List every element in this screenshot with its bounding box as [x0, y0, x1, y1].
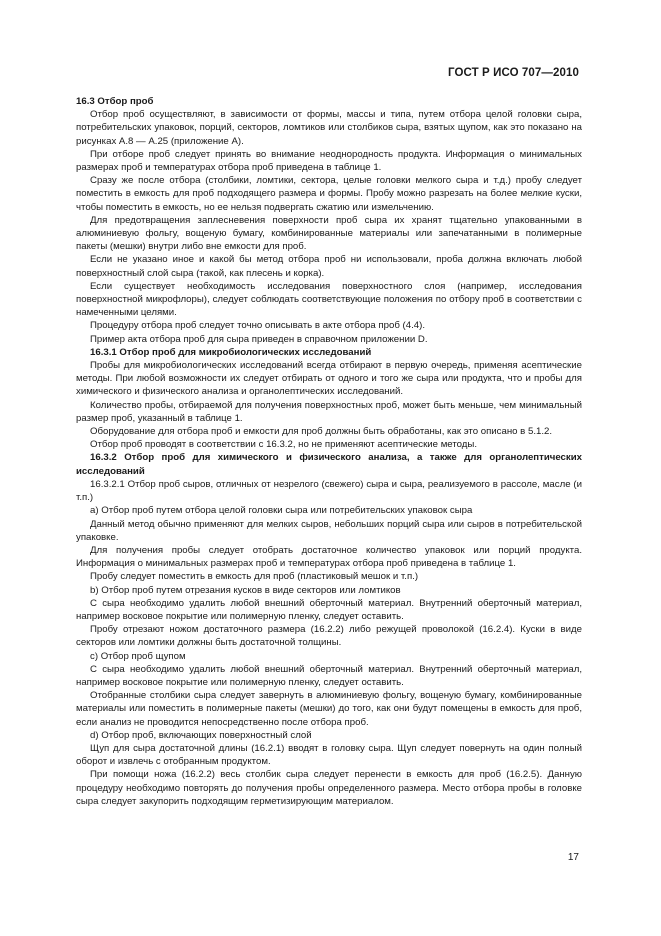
paragraph: Пример акта отбора проб для сыра приведен в справочном приложении D.: [90, 333, 428, 345]
list-item-b: b) Отбор проб путем отрезания кусков в виде секторов или ломтиков: [90, 584, 401, 596]
list-item-d: d) Отбор проб, включающих поверхностный слой: [90, 729, 312, 741]
section-heading-16-3-1: 16.3.1 Отбор проб для микробиологических исследований: [90, 346, 372, 358]
paragraph: Щуп для сыра достаточной длины (16.2.1) вводят в головку сыра. Щуп следует повернуть на один полный оборот и извлечь с отобранным продуктом.: [76, 742, 582, 768]
paragraph: Данный метод обычно применяют для мелких сыров, небольших порций сыра или сыров в потребительской упаковке.: [76, 518, 582, 543]
paragraph: Пробу отрезают ножом достаточного размера (16.2.2) либо режущей проволокой (16.2.4). Куски в виде секторов или ломтики должны быть достаточной толщины.: [76, 624, 582, 649]
paragraph: 16.3.2.1 Отбор проб сыров, отличных от незрелого (свежего) сыра и сыра, реализуемого в рассоле, масле (и т.п.): [76, 478, 582, 504]
paragraph: Если не указано иное и какой бы метод отбора проб ни использовали, проба должна включать любой поверхностный слой сыра (такой, как плесень и корка).: [76, 254, 582, 279]
paragraph: Отбор проб осуществляют, в зависимости от формы, массы и типа, путем отбора целой головки сыра, потребительских упаковок, порций, секторов, ломтиков или столбиков сыра, взятых щупом, как это показано на рисунках А.8 — А.25 (приложение А).: [76, 109, 582, 147]
paragraph: С сыра необходимо удалить любой внешний оберточный материал. Внутренний оберточный материал, например восковое покрытие или полимерную пленку, следует оставить.: [76, 597, 582, 622]
paragraph: Для получения пробы следует отобрать достаточное количество упаковок или порций продукта. Информация о минимальных размерах проб и температурах отбора проб приведена в таблице 1.: [76, 544, 582, 570]
paragraph: Количество пробы, отбираемой для получения поверхностных проб, может быть меньше, чем минимальный размер проб, указанный в таблице 1.: [76, 399, 582, 424]
paragraph: Пробы для микробиологических исследований всегда отбирают в первую очередь, применяя асептические методы. При любой возможности их следует отбирать от одного и того же сыра или продукта, что и пробы для химического и физического анализа и органолептических исследований.: [76, 360, 582, 398]
list-item-a: а) Отбор проб путем отбора целой головки сыра или потребительских упаковок сыра: [90, 505, 473, 517]
document-header: ГОСТ Р ИСО 707—2010: [447, 67, 579, 79]
paragraph: Отобранные столбики сыра следует завернуть в алюминиевую фольгу, вощеную бумагу, комбинированные материалы или поместить в полимерные пакеты (мешки) до того, как они будут помещены в емкость для проб, если анализ не проводится непосредственно после отбора проб.: [76, 690, 582, 728]
paragraph: Для предотвращения заплесневения поверхности проб сыра их хранят тщательно упакованными в алюминиевую фольгу, вощеную бумагу, комбинированные материалы или запечатанными в полимерные пакеты (мешки) внутри либо вне емкости для проб.: [76, 214, 582, 253]
page-number: 17: [567, 852, 579, 863]
paragraph: Процедуру отбора проб следует точно описывать в акте отбора проб (4.4).: [90, 320, 425, 332]
paragraph: При помощи ножа (16.2.2) весь столбик сыра следует перенести в емкость для проб (16.2.5). Данную процедуру необходимо повторять до получения пробы определенного размера. Место отбора пробы в головке сыра следует закупорить подходящим герметизирующим материалом.: [76, 769, 582, 807]
paragraph: Оборудование для отбора проб и емкости для проб должны быть обработаны, как это описано в 5.1.2.: [90, 426, 553, 438]
page-body: [76, 95, 582, 808]
paragraph: С сыра необходимо удалить любой внешний оберточный материал. Внутренний оберточный материал, например восковое покрытие или полимерную пленку, следует оставить.: [76, 663, 582, 688]
paragraph: При отборе проб следует принять во внимание неоднородность продукта. Информация о минимальных размерах проб и температурах отбора проб приведена в таблице 1.: [76, 148, 582, 174]
paragraph: Сразу же после отбора (столбики, ломтики, сектора, целые головки мелкого сыра и т.д.) пробу следует поместить в емкость для проб подходящего размера и формы. Пробу можно разрезать на более мелкие куски, чтобы поместить в емкость, но ее нельзя подвергать сжатию или измельчению.: [76, 175, 582, 213]
section-heading-16-3-2: 16.3.2 Отбор проб для химического и физического анализа, а также для органолептических исследований: [76, 452, 582, 477]
paragraph: Пробу следует поместить в емкость для проб (пластиковый мешок и т.п.): [90, 571, 419, 583]
paragraph: Отбор проб проводят в соответствии с 16.3.2, но не применяют асептические методы.: [90, 439, 477, 451]
list-item-c: с) Отбор проб щупом: [90, 650, 186, 662]
section-heading-16-3: 16.3 Отбор проб: [76, 96, 154, 107]
paragraph: Если существует необходимость исследования поверхностного слоя (например, исследования поверхностной микрофлоры), следует соблюдать соответствующие положения по отбору проб в соответствии с намеченными целями.: [76, 280, 582, 319]
